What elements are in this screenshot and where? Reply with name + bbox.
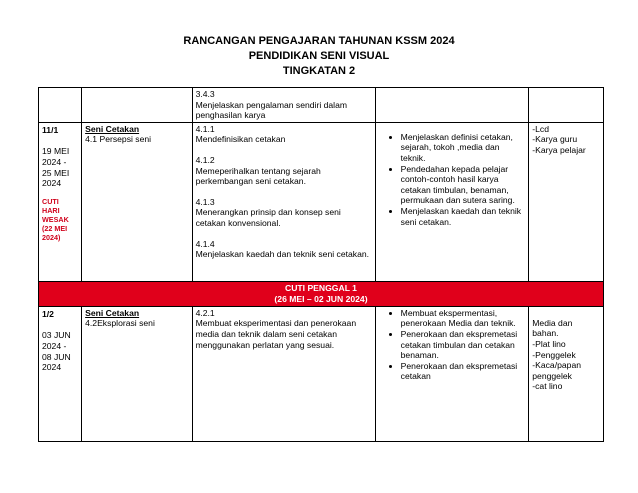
table-row [39,88,604,123]
standard-code: 4.1.1 [195,123,215,134]
standard-text: Menerangkan prinsip dan konsep seni cetakan konvensional. [195,207,341,228]
resource-item: -cat lino [532,381,563,392]
standard-text: Memeperihalkan tentang sejarah perkembangan seni cetakan. [195,165,321,187]
activity-list [379,132,526,227]
topic-title: Seni Cetakan [85,123,140,134]
header-line-2: PENDIDIKAN SENI VISUAL [248,50,390,62]
standard-code: 4.1.3 [195,196,215,207]
list-item: • Pendedahan kepada pelajar contoh-contoh hasil karya cetakan timbulan, benaman, permukaan dan sutera saring. [401,164,526,206]
resource-item: Media dan bahan. [532,317,573,339]
standard-cell [192,306,375,441]
resource-item: -Karya guru [532,134,578,145]
standard-code: 4.2.1 [195,307,215,318]
resource-item: -Plat lino [532,338,566,349]
standard-code: 3.4.3 [195,89,215,99]
standard-code: 4.1.2 [195,154,215,165]
subtopic: 4.1 Persepsi seni [85,134,152,145]
standard-code: 4.1.4 [195,238,215,249]
standard-cell [192,122,375,281]
resource-cell [529,88,604,123]
table-row [39,122,604,281]
resource-item: -Penggelek [532,349,576,360]
topic-cell [82,306,192,441]
activity-cell [375,88,529,123]
list-item: • Menjelaskan kaedah dan teknik seni cetakan. [401,206,526,227]
topic-title: Seni Cetakan [85,307,140,318]
break-banner [39,281,604,306]
list-item: • Membuat ekspermentasi, penerokaan Media dan teknik. [401,308,526,329]
week-dates: 03 JUN 2024 - 08 JUN 2024 [42,330,71,373]
standard-text: Menjelaskan pengalaman sendiri dalam penghasilan karya [195,99,348,121]
topic-cell [82,122,192,281]
week-number: 1/2 [42,308,54,319]
break-dates: (26 MEI – 02 JUN 2024) [274,293,368,304]
holiday-break-row [39,281,604,306]
standard-cell [192,88,375,123]
activity-list [379,308,526,382]
break-title: CUTI PENGGAL 1 [285,282,357,293]
activity-cell [375,122,529,281]
holiday-note: CUTI HARI WESAK (22 MEI 2024) [42,196,69,242]
lesson-plan-table [38,87,604,442]
topic-cell [82,88,192,123]
standard-item [196,155,372,187]
resource-item: -Karya pelajar [532,144,586,155]
standard-text: Membuat eksperimentasi dan penerokaan media dan teknik dalam seni cetakan menggunakan perlatan yang sesuai. [195,318,357,350]
standard-text: Mendefinisikan cetakan [195,134,286,145]
standard-item [196,197,372,229]
week-number: 11/1 [42,124,59,135]
list-item: • Penerokaan dan ekspremetasi cetakan [401,361,526,382]
resource-item: -Kaca/papan penggelek [532,360,581,381]
standard-text: Menjelaskan kaedah dan teknik seni cetakan. [195,249,370,260]
standard-item [196,239,372,260]
standard-item [196,124,372,145]
week-dates: 19 MEI 2024 - 25 MEI 2024 [42,146,70,189]
table-row [39,306,604,441]
resource-cell [529,122,604,281]
subtopic: 4.2Eksplorasi seni [85,318,155,329]
document-header [0,34,638,79]
list-item: • Penerokaan dan ekspremetasi cetakan timbulan dan cetakan benaman. [401,329,526,361]
week-cell [39,88,82,123]
resource-cell [529,306,604,441]
week-cell [39,122,82,281]
list-item: • Menjelaskan definisi cetakan, sejarah, tokoh ,media dan teknik. [401,132,526,164]
activity-cell [375,306,529,441]
header-line-3: TINGKATAN 2 [282,65,356,77]
week-cell [39,306,82,441]
resource-item: -Lcd [532,123,549,134]
header-line-1: RANCANGAN PENGAJARAN TAHUNAN KSSM 2024 [183,35,455,47]
